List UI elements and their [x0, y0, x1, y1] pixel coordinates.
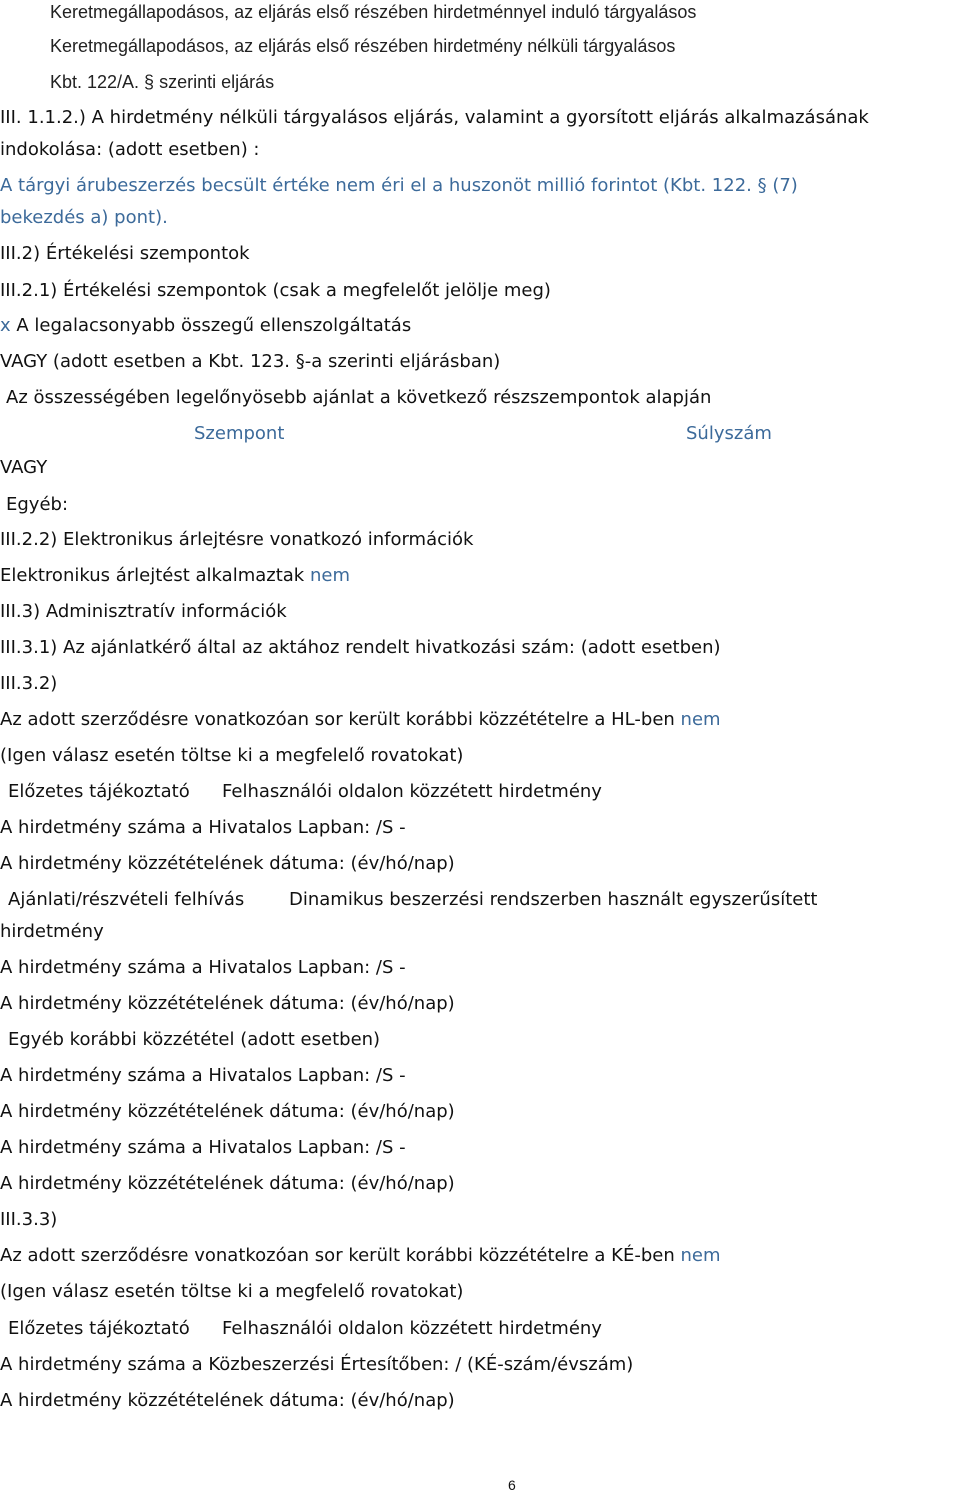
buyer-profile-notice-option: Felhasználói oldalon közzétett hirdetmény [222, 781, 602, 802]
section-322-heading: III.2.2) Elektronikus árlejtésre vonatkozó információk [0, 529, 474, 550]
dynamic-purchasing-option-cont: hirdetmény [0, 921, 104, 942]
ke-notice-date: A hirdetmény közzétételének dátuma: (év/hó/nap) [0, 1390, 455, 1411]
section-3112-answer: A tárgyi árubeszerzés becsült értéke nem éri el a huszonöt millió forintot (Kbt. 122. § (7) [0, 175, 798, 196]
hl-notice-number: A hirdetmény száma a Hivatalos Lapban: /S - [0, 817, 406, 838]
fill-instruction: (Igen válasz esetén töltse ki a megfelelő rovatokat) [0, 745, 464, 766]
weight-column-header: Súlyszám [686, 423, 772, 444]
hl-notice-number: A hirdetmény száma a Hivatalos Lapban: /S - [0, 1065, 406, 1086]
prior-information-option: Előzetes tájékoztató [8, 781, 190, 802]
dynamic-purchasing-option: Dinamikus beszerzési rendszerben használt egyszerűsített [289, 889, 818, 910]
electronic-auction-value: nem [309, 565, 350, 586]
procedure-type-line: Kbt. 122/A. § szerinti eljárás [50, 72, 275, 92]
section-33-heading: III.3) Adminisztratív információk [0, 601, 287, 622]
hl-publication-question: Az adott szerződésre vonatkozóan sor került korábbi közzétételre a HL-ben [0, 709, 675, 730]
section-3112-answer-cont: bekezdés a) pont). [0, 207, 168, 228]
hl-notice-date: A hirdetmény közzétételének dátuma: (év/hó/nap) [0, 1173, 455, 1194]
fill-instruction: (Igen válasz esetén töltse ki a megfelelő rovatokat) [0, 1281, 464, 1302]
hl-publication-row [0, 708, 721, 732]
page-number: 6 [508, 1477, 516, 1493]
best-value-option: Az összességében legelőnyösebb ajánlat a következő részszempontok alapján [6, 387, 712, 408]
contract-notice-option: Ajánlati/részvételi felhívás [8, 889, 245, 910]
ke-notice-number: A hirdetmény száma a Közbeszerzési Értesítőben: / (KÉ-szám/évszám) [0, 1354, 634, 1375]
section-333-heading: III.3.3) [0, 1209, 58, 1230]
hl-notice-date: A hirdetmény közzétételének dátuma: (év/hó/nap) [0, 853, 455, 874]
hl-notice-date: A hirdetmény közzétételének dátuma: (év/hó/nap) [0, 1101, 455, 1122]
or-separator: VAGY (adott esetben a Kbt. 123. §-a szerinti eljárásban) [0, 351, 501, 372]
hl-notice-date: A hirdetmény közzétételének dátuma: (év/hó/nap) [0, 993, 455, 1014]
electronic-auction-row [0, 564, 350, 588]
lowest-price-option [0, 314, 411, 338]
section-3112-heading-cont: indokolása: (adott esetben) : [0, 139, 260, 160]
criterion-column-header: Szempont [194, 423, 285, 444]
lowest-price-label: A legalacsonyabb összegű ellenszolgáltatás [16, 315, 412, 336]
prior-information-option: Előzetes tájékoztató [8, 1318, 190, 1339]
or-separator: VAGY [0, 457, 48, 478]
procedure-type-line: Keretmegállapodásos, az eljárás első részében hirdetménnyel induló tárgyalásos [50, 2, 697, 22]
ke-publication-question: Az adott szerződésre vonatkozóan sor került korábbi közzétételre a KÉ-ben [0, 1245, 675, 1266]
buyer-profile-notice-option: Felhasználói oldalon közzétett hirdetmény [222, 1318, 602, 1339]
hl-publication-answer: nem [680, 709, 721, 730]
section-321-heading: III.2.1) Értékelési szempontok (csak a megfelelőt jelölje meg) [0, 280, 551, 301]
section-3112-heading: III. 1.1.2.) A hirdetmény nélküli tárgyalásos eljárás, valamint a gyorsított eljárás alkalmazásának [0, 107, 869, 128]
selected-mark: x [0, 315, 11, 336]
ke-publication-answer: nem [680, 1245, 721, 1266]
electronic-auction-label: Elektronikus árlejtést alkalmaztak [0, 565, 305, 586]
ke-publication-row [0, 1244, 721, 1268]
other-option: Egyéb: [6, 494, 69, 515]
procedure-type-line: Keretmegállapodásos, az eljárás első részében hirdetmény nélküli tárgyalásos [50, 36, 676, 56]
other-publication-option: Egyéb korábbi közzététel (adott esetben) [8, 1029, 381, 1050]
hl-notice-number: A hirdetmény száma a Hivatalos Lapban: /S - [0, 1137, 406, 1158]
section-332-heading: III.3.2) [0, 673, 58, 694]
section-331-heading: III.3.1) Az ajánlatkérő által az aktához rendelt hivatkozási szám: (adott esetben) [0, 637, 721, 658]
hl-notice-number: A hirdetmény száma a Hivatalos Lapban: /S - [0, 957, 406, 978]
section-32-heading: III.2) Értékelési szempontok [0, 243, 250, 264]
